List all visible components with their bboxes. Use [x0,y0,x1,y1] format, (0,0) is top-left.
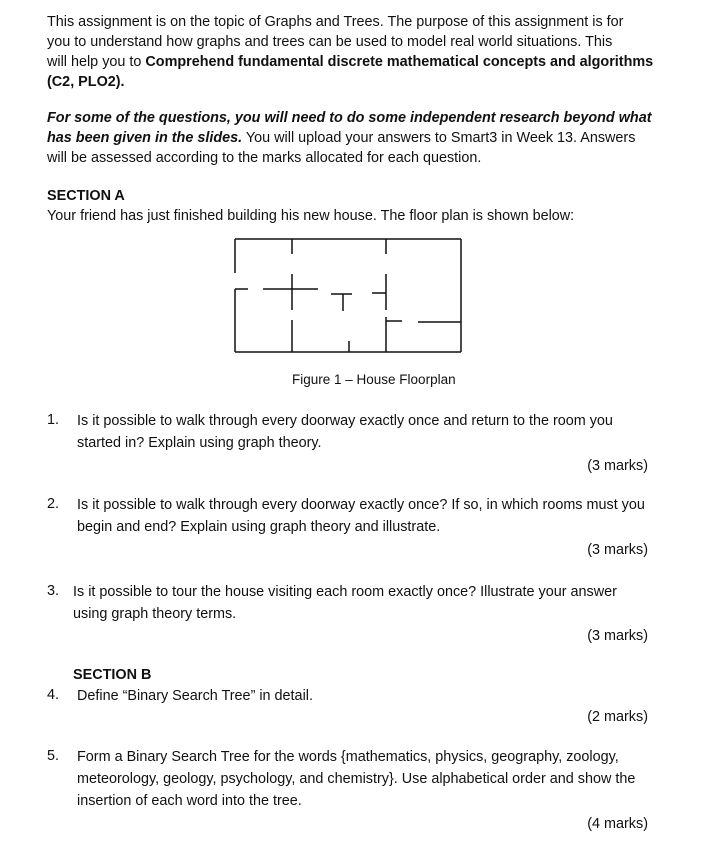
intro-line-3-prefix: will help you to [47,54,146,70]
intro-line-3-bold: Comprehend fundamental discrete mathematical concepts and algorithms [145,54,654,70]
question-2-number: 2. [47,496,60,512]
intro-line-2: you to understand how graphs and trees can be used to model real world situations. This [47,34,613,50]
question-2-text: Is it possible to walk through every doorway exactly once? If so, in which rooms must you begin and end? Explain using graph theory and illustrate. [77,497,645,535]
question-1-marks: (3 marks) [587,458,648,474]
question-5-text: Form a Binary Search Tree for the words {mathematics, physics, geography, zoology, meteorology, geology, psychology, and chemistry}. Use alphabetical order and show the insertion of each word into the tree. [77,749,636,809]
section-a-intro: Your friend has just finished building his new house. The floor plan is shown below: [47,208,575,224]
question-1-text: Is it possible to walk through every doorway exactly once and return to the room you started in? Explain using graph theory. [77,413,613,451]
question-1-number: 1. [47,412,60,428]
question-3-text: Is it possible to tour the house visiting each room exactly once? Illustrate your answer using graph theory terms. [73,584,617,622]
question-3-number: 3. [47,583,60,599]
question-5-marks: (4 marks) [587,816,648,832]
question-4-number: 4. [47,687,60,703]
section-a-heading: SECTION A [47,188,125,204]
figure-caption: Figure 1 – House Floorplan [292,372,456,387]
question-4-marks: (2 marks) [587,709,648,725]
research-note-rest: You will upload your answers to Smart3 in Week 13. Answers [242,130,636,146]
intro-line-1: This assignment is on the topic of Graphs and Trees. The purpose of this assignment is for [47,14,624,30]
research-note-bold-italic-1: For some of the questions, you will need to do some independent research beyond what [47,110,652,126]
house-floorplan-diagram [0,0,726,400]
intro-line-4-bold: (C2, PLO2). [47,74,125,90]
question-4-text: Define “Binary Search Tree” in detail. [77,688,313,704]
question-2-marks: (3 marks) [587,542,648,558]
research-note-line-3: will be assessed according to the marks allocated for each question. [47,150,482,166]
question-3-marks: (3 marks) [587,628,648,644]
section-b-heading: SECTION B [73,667,152,683]
research-note-bold-italic-2: has been given in the slides. [47,130,243,146]
question-5-number: 5. [47,748,60,764]
